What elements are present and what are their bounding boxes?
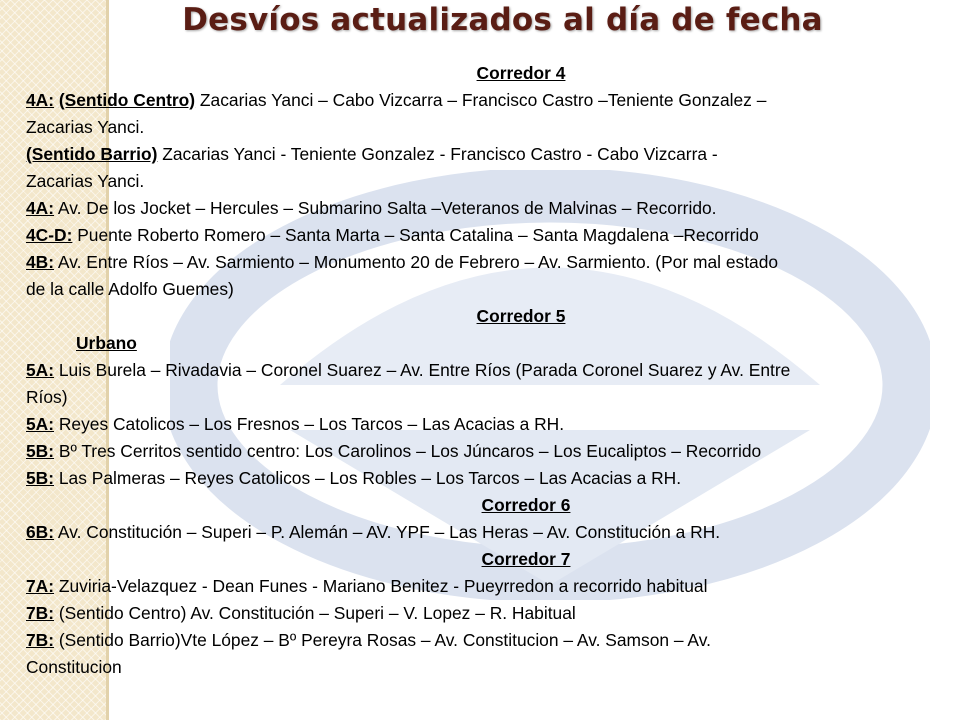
list-item <box>26 411 936 438</box>
route-text: Bº Tres Cerritos sentido centro: Los Carolinos – Los Júncaros – Los Eucaliptos – Recorrido <box>54 441 762 461</box>
route-text: Zuviria-Velazquez - Dean Funes - Mariano Benitez - Pueyrredon a recorrido habitual <box>54 576 708 596</box>
section-subheading: Urbano <box>76 333 137 353</box>
page-title: Desvíos actualizados al día de fecha <box>182 2 823 38</box>
route-code: 5B: <box>26 441 55 461</box>
list-item <box>26 222 936 249</box>
route-text: Luis Burela – Rivadavia – Coronel Suarez – Av. Entre Ríos (Parada Coronel Suarez y Av. Entre <box>54 360 791 380</box>
list-item: de la calle Adolfo Guemes) <box>26 279 234 299</box>
route-text: (Sentido Centro) Av. Constitución – Superi – V. Lopez – R. Habitual <box>54 603 576 623</box>
route-code: 4B: <box>26 252 55 272</box>
section-heading: Corredor 4 <box>476 63 566 83</box>
route-code: 6B: <box>26 522 55 542</box>
route-direction: (Sentido Centro) <box>58 90 196 110</box>
list-item <box>26 573 936 600</box>
route-text: Av. Entre Ríos – Av. Sarmiento – Monumento 20 de Febrero – Av. Sarmiento. (Por mal estado <box>54 252 779 272</box>
list-item <box>26 141 936 168</box>
list-item: Zacarias Yanci. <box>26 117 145 137</box>
list-item <box>26 519 936 546</box>
list-item <box>26 357 936 384</box>
route-direction: (Sentido Barrio) <box>26 144 158 164</box>
route-text: Av. Constitución – Superi – P. Alemán – AV. YPF – Las Heras – Av. Constitución a RH. <box>54 522 721 542</box>
section-heading: Corredor 7 <box>481 549 571 569</box>
list-item: Ríos) <box>26 387 68 407</box>
detour-list <box>26 60 936 681</box>
list-item <box>26 195 936 222</box>
route-code: 7A: <box>26 576 55 596</box>
section-heading: Corredor 5 <box>476 306 566 326</box>
route-text: Av. De los Jocket – Hercules – Submarino Salta –Veteranos de Malvinas – Recorrido. <box>54 198 717 218</box>
route-code: 7B: <box>26 630 55 650</box>
list-item <box>26 438 936 465</box>
route-text: Puente Roberto Romero – Santa Marta – Santa Catalina – Santa Magdalena –Recorrido <box>72 225 759 245</box>
route-code: 5B: <box>26 468 55 488</box>
route-code: 7B: <box>26 603 55 623</box>
route-code: 5A: <box>26 360 55 380</box>
list-item <box>26 249 936 276</box>
route-text: (Sentido Barrio)Vte López – Bº Pereyra Rosas – Av. Constitucion – Av. Samson – Av. <box>54 630 711 650</box>
route-code: 4C-D: <box>26 225 73 245</box>
route-code: 4A: <box>26 90 55 110</box>
list-item: Constitucion <box>26 657 122 677</box>
route-text: Reyes Catolicos – Los Fresnos – Los Tarcos – Las Acacias a RH. <box>54 414 565 434</box>
route-code: 5A: <box>26 414 55 434</box>
route-text: Zacarias Yanci - Teniente Gonzalez - Francisco Castro - Cabo Vizcarra - <box>157 144 718 164</box>
route-code: 4A: <box>26 198 55 218</box>
list-item <box>26 87 936 114</box>
route-text: Las Palmeras – Reyes Catolicos – Los Robles – Los Tarcos – Las Acacias a RH. <box>54 468 682 488</box>
list-item: Zacarias Yanci. <box>26 171 145 191</box>
list-item <box>26 600 936 627</box>
section-heading: Corredor 6 <box>481 495 571 515</box>
list-item <box>26 465 936 492</box>
route-text: Zacarias Yanci – Cabo Vizcarra – Francisco Castro –Teniente Gonzalez – <box>195 90 767 110</box>
list-item <box>26 627 936 654</box>
